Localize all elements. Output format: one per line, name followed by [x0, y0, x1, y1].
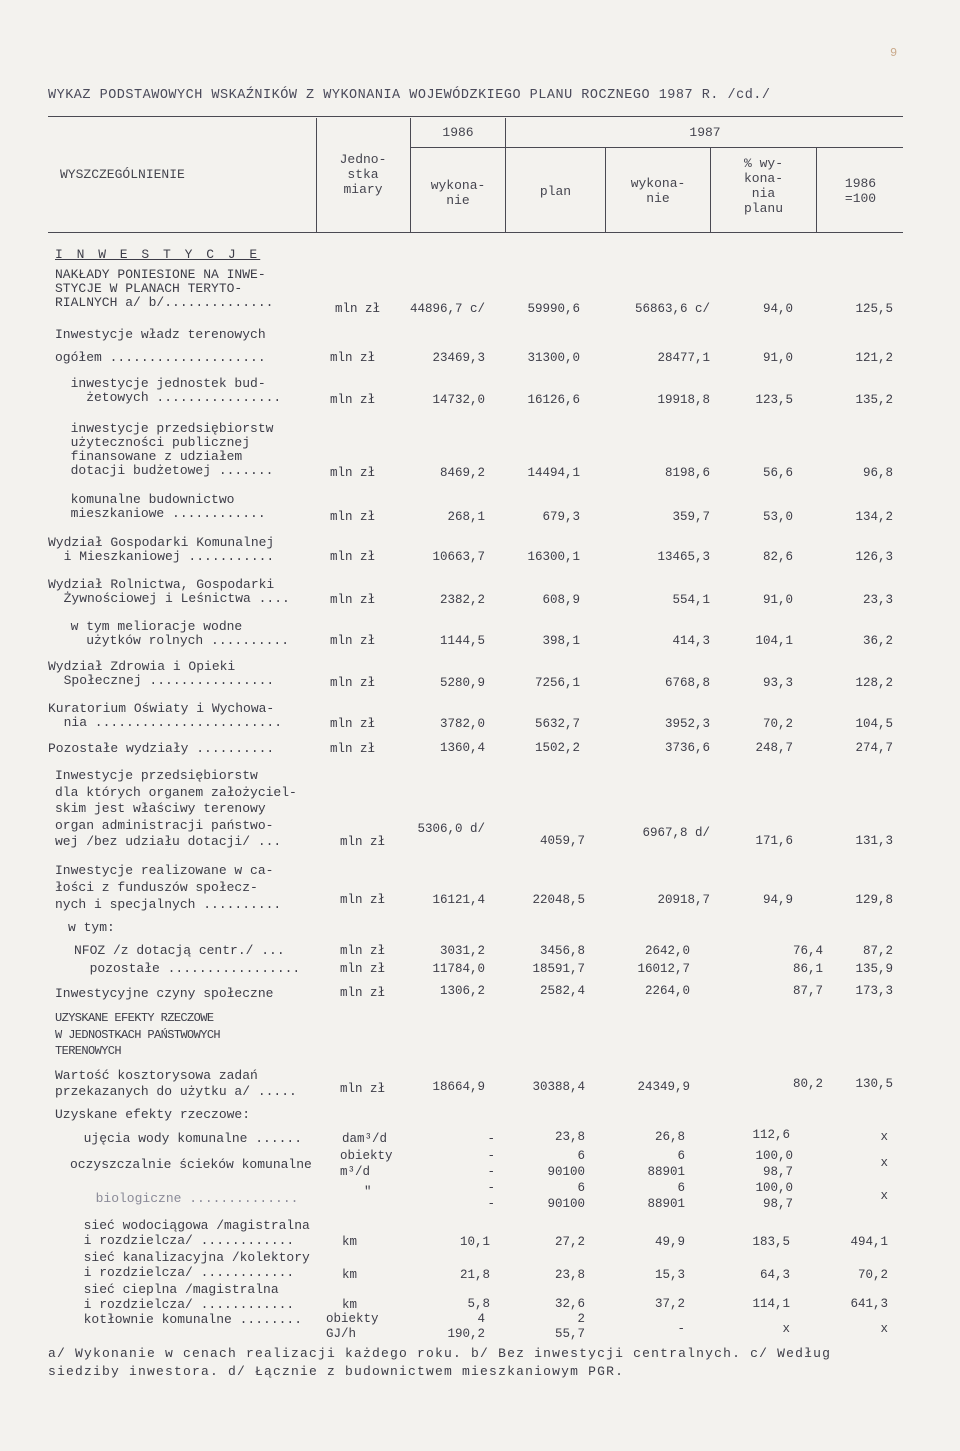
row-unit: km	[342, 1298, 358, 1312]
row-value: 23,8	[554, 1130, 585, 1144]
row-value: 114,1	[752, 1297, 790, 1311]
row-value: 641,3	[850, 1297, 888, 1311]
row-value: 21,8	[459, 1268, 490, 1282]
row-value: 16121,4	[432, 893, 485, 907]
row-value: 28477,1	[657, 351, 710, 365]
row-value: 10,1	[459, 1235, 490, 1249]
row-value: 8198,6	[664, 466, 710, 480]
row-unit: mln zł	[330, 351, 376, 365]
row-value: 4 190,2	[447, 1312, 485, 1341]
row-unit: mln zł	[330, 466, 376, 480]
header-divider	[316, 118, 317, 232]
row-value: 18664,9	[432, 1080, 485, 1094]
row-value: 37,2	[654, 1297, 685, 1311]
row-label: Wartość kosztorysowa zadań przekazanych do użytku a/ .....	[55, 1068, 297, 1099]
row-value: 2642,0 16012,7	[637, 944, 690, 976]
row-value: 22048,5	[532, 893, 585, 907]
row-label: sieć cieplna /magistralna i rozdzielcza/ ............	[83, 1282, 295, 1312]
header-col-wykonanie: wykona- nie	[630, 176, 686, 206]
row-unit: km	[342, 1268, 358, 1282]
row-value: 44896,7 c/	[409, 302, 485, 316]
row-value: -	[487, 1132, 495, 1146]
row-label: sieć wodociągowa /magistralna i rozdzielcza/ ............	[83, 1218, 310, 1248]
row-value: x	[880, 1156, 888, 1170]
row-value: 23,8	[554, 1268, 585, 1282]
header-col-unit: Jedno- stka miary	[339, 152, 387, 197]
row-unit: mln zł	[330, 676, 376, 690]
row-value: 36,2	[862, 634, 893, 648]
row-value: 554,1	[672, 593, 710, 607]
row-label: inwestycje przedsiębiorstw użyteczności publicznej finansowane z udziałem dotacji budżetowej .......	[70, 421, 274, 478]
header-divider	[410, 118, 411, 232]
row-value: 3952,3	[664, 717, 710, 731]
header-divider	[710, 148, 711, 232]
row-unit: mln zł	[340, 1082, 386, 1096]
row-unit: mln zł	[330, 634, 376, 648]
row-label: inwestycje jednostek bud- żetowych ................	[70, 376, 282, 405]
row-value: 31300,0	[527, 351, 580, 365]
row-label: w tym melioracje wodne użytków rolnych ..........	[70, 619, 290, 648]
row-value: 5280,9	[439, 676, 485, 690]
row-unit: mln zł	[330, 550, 376, 564]
header-bottom-rule	[48, 232, 903, 233]
row-value: 91,0	[762, 351, 793, 365]
row-value: 32,6	[554, 1297, 585, 1311]
row-value: 93,3	[762, 676, 793, 690]
row-value: 56863,6 c/	[634, 302, 710, 316]
header-year-1987: 1987	[689, 125, 721, 140]
footnote-line: a/ Wykonanie w cenach realizacji każdego roku. b/ Bez inwestycji centralnych. c/ Według	[48, 1346, 832, 1361]
row-unit: dam³/d	[342, 1132, 388, 1146]
header-divider	[816, 148, 817, 232]
row-value: x	[880, 1189, 888, 1203]
row-value: 131,3	[855, 834, 893, 848]
row-value: - -	[487, 1149, 495, 1179]
row-value: 64,3	[759, 1268, 790, 1282]
row-value: 70,2	[857, 1268, 888, 1282]
row-value: 134,2	[855, 510, 893, 524]
row-value: 1502,2	[534, 741, 580, 755]
row-value: 56,6	[762, 466, 793, 480]
row-value: 100,0 98,7	[755, 1181, 793, 1211]
row-value: 26,8	[654, 1130, 685, 1144]
row-value: 130,5	[855, 1077, 893, 1091]
row-value: 6 90100	[547, 1181, 585, 1211]
row-unit: mln zł	[330, 742, 376, 756]
row-value: 104,1	[755, 634, 793, 648]
row-value: 6 90100	[547, 1149, 585, 1179]
row-value: 135,2	[855, 393, 893, 407]
header-col-1986-wykonanie: wykona- nie	[430, 178, 486, 208]
row-value: 14494,1	[527, 466, 580, 480]
row-label: Wydział Gospodarki Komunalnej i Mieszkaniowej ...........	[48, 535, 275, 564]
row-label: biologiczne ..............	[80, 1191, 299, 1206]
row-label: Wydział Zdrowia i Opieki Społecznej ................	[48, 659, 275, 688]
row-unit: mln zł	[340, 893, 386, 907]
row-label: Inwestycje władz terenowych	[55, 327, 266, 342]
row-value: 49,9	[654, 1235, 685, 1249]
row-label: w tym:	[68, 920, 115, 935]
page-number: 9	[890, 46, 898, 60]
row-value: 6 88901	[647, 1181, 685, 1211]
row-value: 16300,1	[527, 550, 580, 564]
row-unit: obiekty m³/d	[340, 1149, 393, 1179]
row-unit: mln zł	[330, 593, 376, 607]
row-value: 5306,0 d/	[417, 822, 485, 836]
header-year-1986: 1986	[442, 125, 474, 140]
row-label: Inwestycje przedsiębiorstw dla których organem założyciel- skim jest właściwy terenowy organ administracji państwo- wej /bez udziału dotacji/ ...	[55, 768, 297, 849]
row-unit: mln zł	[330, 717, 376, 731]
document-title: WYKAZ PODSTAWOWYCH WSKAŹNIKÓW Z WYKONANIA WOJEWÓDZKIEGO PLANU ROCZNEGO 1987 R. /cd./	[48, 88, 771, 103]
row-value: 6 88901	[647, 1149, 685, 1179]
row-value: 129,8	[855, 893, 893, 907]
row-value: 173,3	[855, 984, 893, 998]
row-unit: mln zł	[340, 986, 386, 1000]
row-label: sieć kanalizacyjna /kolektory i rozdzielcza/ ............	[83, 1250, 310, 1280]
header-col-label: WYSZCZEGÓLNIENIE	[60, 167, 185, 182]
row-value: 398,1	[542, 634, 580, 648]
row-value: 414,3	[672, 634, 710, 648]
row-value: 30388,4	[532, 1080, 585, 1094]
row-value: 1144,5	[439, 634, 485, 648]
row-unit: mln zł	[335, 302, 381, 316]
row-value: x	[880, 1322, 888, 1336]
header-top-rule	[48, 116, 903, 117]
row-value: 104,5	[855, 717, 893, 731]
header-mid-rule	[410, 147, 903, 148]
row-label: NFOZ /z dotacją centr./ ... pozostałe .................	[74, 943, 301, 976]
row-label: ujęcia wody komunalne ......	[68, 1131, 303, 1146]
row-unit: mln zł	[330, 393, 376, 407]
header-divider	[505, 118, 506, 232]
header-col-plan: plan	[539, 184, 572, 199]
row-value: 87,2 135,9	[855, 944, 893, 976]
row-value: 20918,7	[657, 893, 710, 907]
row-value: 248,7	[755, 741, 793, 755]
row-label: ogółem ....................	[55, 350, 266, 365]
row-label: Wydział Rolnictwa, Gospodarki Żywnościowej i Leśnictwa ....	[48, 577, 290, 606]
row-value: 14732,0	[432, 393, 485, 407]
row-value: 96,8	[862, 466, 893, 480]
row-value: 23,3	[862, 593, 893, 607]
row-value: 16126,6	[527, 393, 580, 407]
row-value: 2264,0	[644, 984, 690, 998]
row-value: 91,0	[762, 593, 793, 607]
row-label: kotłownie komunalne ........	[68, 1312, 303, 1327]
row-value: x	[880, 1130, 888, 1144]
row-value: 15,3	[654, 1268, 685, 1282]
row-value: 183,5	[752, 1235, 790, 1249]
row-value: 59990,6	[527, 302, 580, 316]
row-value: 4059,7	[539, 834, 585, 848]
row-value: 608,9	[542, 593, 580, 607]
row-value: 679,3	[542, 510, 580, 524]
row-value: 171,6	[755, 834, 793, 848]
row-label: Inwestycyjne czyny społeczne	[55, 986, 274, 1001]
row-unit: "	[364, 1185, 372, 1199]
row-value: 24349,9	[637, 1080, 690, 1094]
row-value: 70,2	[762, 717, 793, 731]
row-value: 10663,7	[432, 550, 485, 564]
row-label: oczyszczalnie ścieków komunalne	[70, 1157, 312, 1172]
row-value: 82,6	[762, 550, 793, 564]
row-value: 123,5	[755, 393, 793, 407]
row-value: 3456,8 18591,7	[532, 944, 585, 976]
row-value: 2582,4	[539, 984, 585, 998]
row-value: 80,2	[792, 1077, 823, 1091]
row-value: 268,1	[447, 510, 485, 524]
row-value: x	[782, 1322, 790, 1336]
row-value: 94,9	[762, 893, 793, 907]
row-value: 128,2	[855, 676, 893, 690]
row-value: 1360,4	[439, 741, 485, 755]
row-unit: obiekty GJ/h	[326, 1312, 379, 1341]
row-value: 359,7	[672, 510, 710, 524]
header-divider	[605, 148, 606, 232]
row-value: 94,0	[762, 302, 793, 316]
row-value: 13465,3	[657, 550, 710, 564]
row-label: Kuratorium Oświaty i Wychowa- nia ........................	[48, 701, 283, 730]
row-unit: mln zł	[330, 510, 376, 524]
row-value: 87,7	[792, 984, 823, 998]
row-value: 274,7	[855, 741, 893, 755]
row-value: 494,1	[850, 1235, 888, 1249]
row-value: 53,0	[762, 510, 793, 524]
row-unit: km	[342, 1235, 358, 1249]
row-value: 5,8	[467, 1297, 490, 1311]
row-label: UZYSKANE EFEKTY RZECZOWE W JEDNOSTKACH PAŃSTWOWYCH TERENOWYCH	[55, 1011, 221, 1058]
row-value: 1306,2	[439, 984, 485, 998]
footnote-line: siedziby inwestora. d/ Łącznie z budownictwem mieszkaniowym PGR.	[48, 1364, 625, 1379]
section-heading: I N W E S T Y C J E	[55, 247, 261, 262]
row-value: 6768,8	[664, 676, 710, 690]
row-value: 8469,2	[439, 466, 485, 480]
row-value: 3782,0	[439, 717, 485, 731]
row-value: 27,2	[554, 1235, 585, 1249]
row-value: 112,6	[752, 1128, 790, 1142]
row-value: 125,5	[855, 302, 893, 316]
header-col-1986-100: 1986 =100	[844, 176, 877, 206]
row-label: komunalne budownictwo mieszkaniowe ............	[70, 492, 266, 521]
row-value: 2 55,7	[554, 1312, 585, 1341]
row-unit: mln zł mln zł	[340, 944, 386, 976]
row-value: 7256,1	[534, 676, 580, 690]
row-unit: mln zł	[340, 835, 386, 849]
row-value: 3031,2 11784,0	[432, 944, 485, 976]
row-label: NAKŁADY PONIESIONE NA INWE- STYCJE W PLANACH TERYTO- RIALNYCH a/ b/..............	[55, 267, 274, 310]
row-value: 5632,7	[534, 717, 580, 731]
row-value: -	[677, 1322, 685, 1336]
row-value: 126,3	[855, 550, 893, 564]
row-label: Pozostałe wydziały ..........	[48, 741, 275, 756]
row-value: 23469,3	[432, 351, 485, 365]
row-label: Uzyskane efekty rzeczowe:	[55, 1107, 251, 1122]
row-value: 19918,8	[657, 393, 710, 407]
row-value: 100,0 98,7	[755, 1149, 793, 1179]
row-value: 76,4 86,1	[792, 944, 823, 976]
row-value: 3736,6	[664, 741, 710, 755]
header-col-pct-plan: % wy- kona- nia planu	[743, 156, 783, 216]
row-value: 6967,8 d/	[642, 826, 710, 840]
row-value: 2382,2	[439, 593, 485, 607]
row-value: 121,2	[855, 351, 893, 365]
row-label: Inwestycje realizowane w ca- łości z funduszów społecz- nych i specjalnych ..........	[55, 863, 282, 912]
row-value: - -	[487, 1181, 495, 1211]
